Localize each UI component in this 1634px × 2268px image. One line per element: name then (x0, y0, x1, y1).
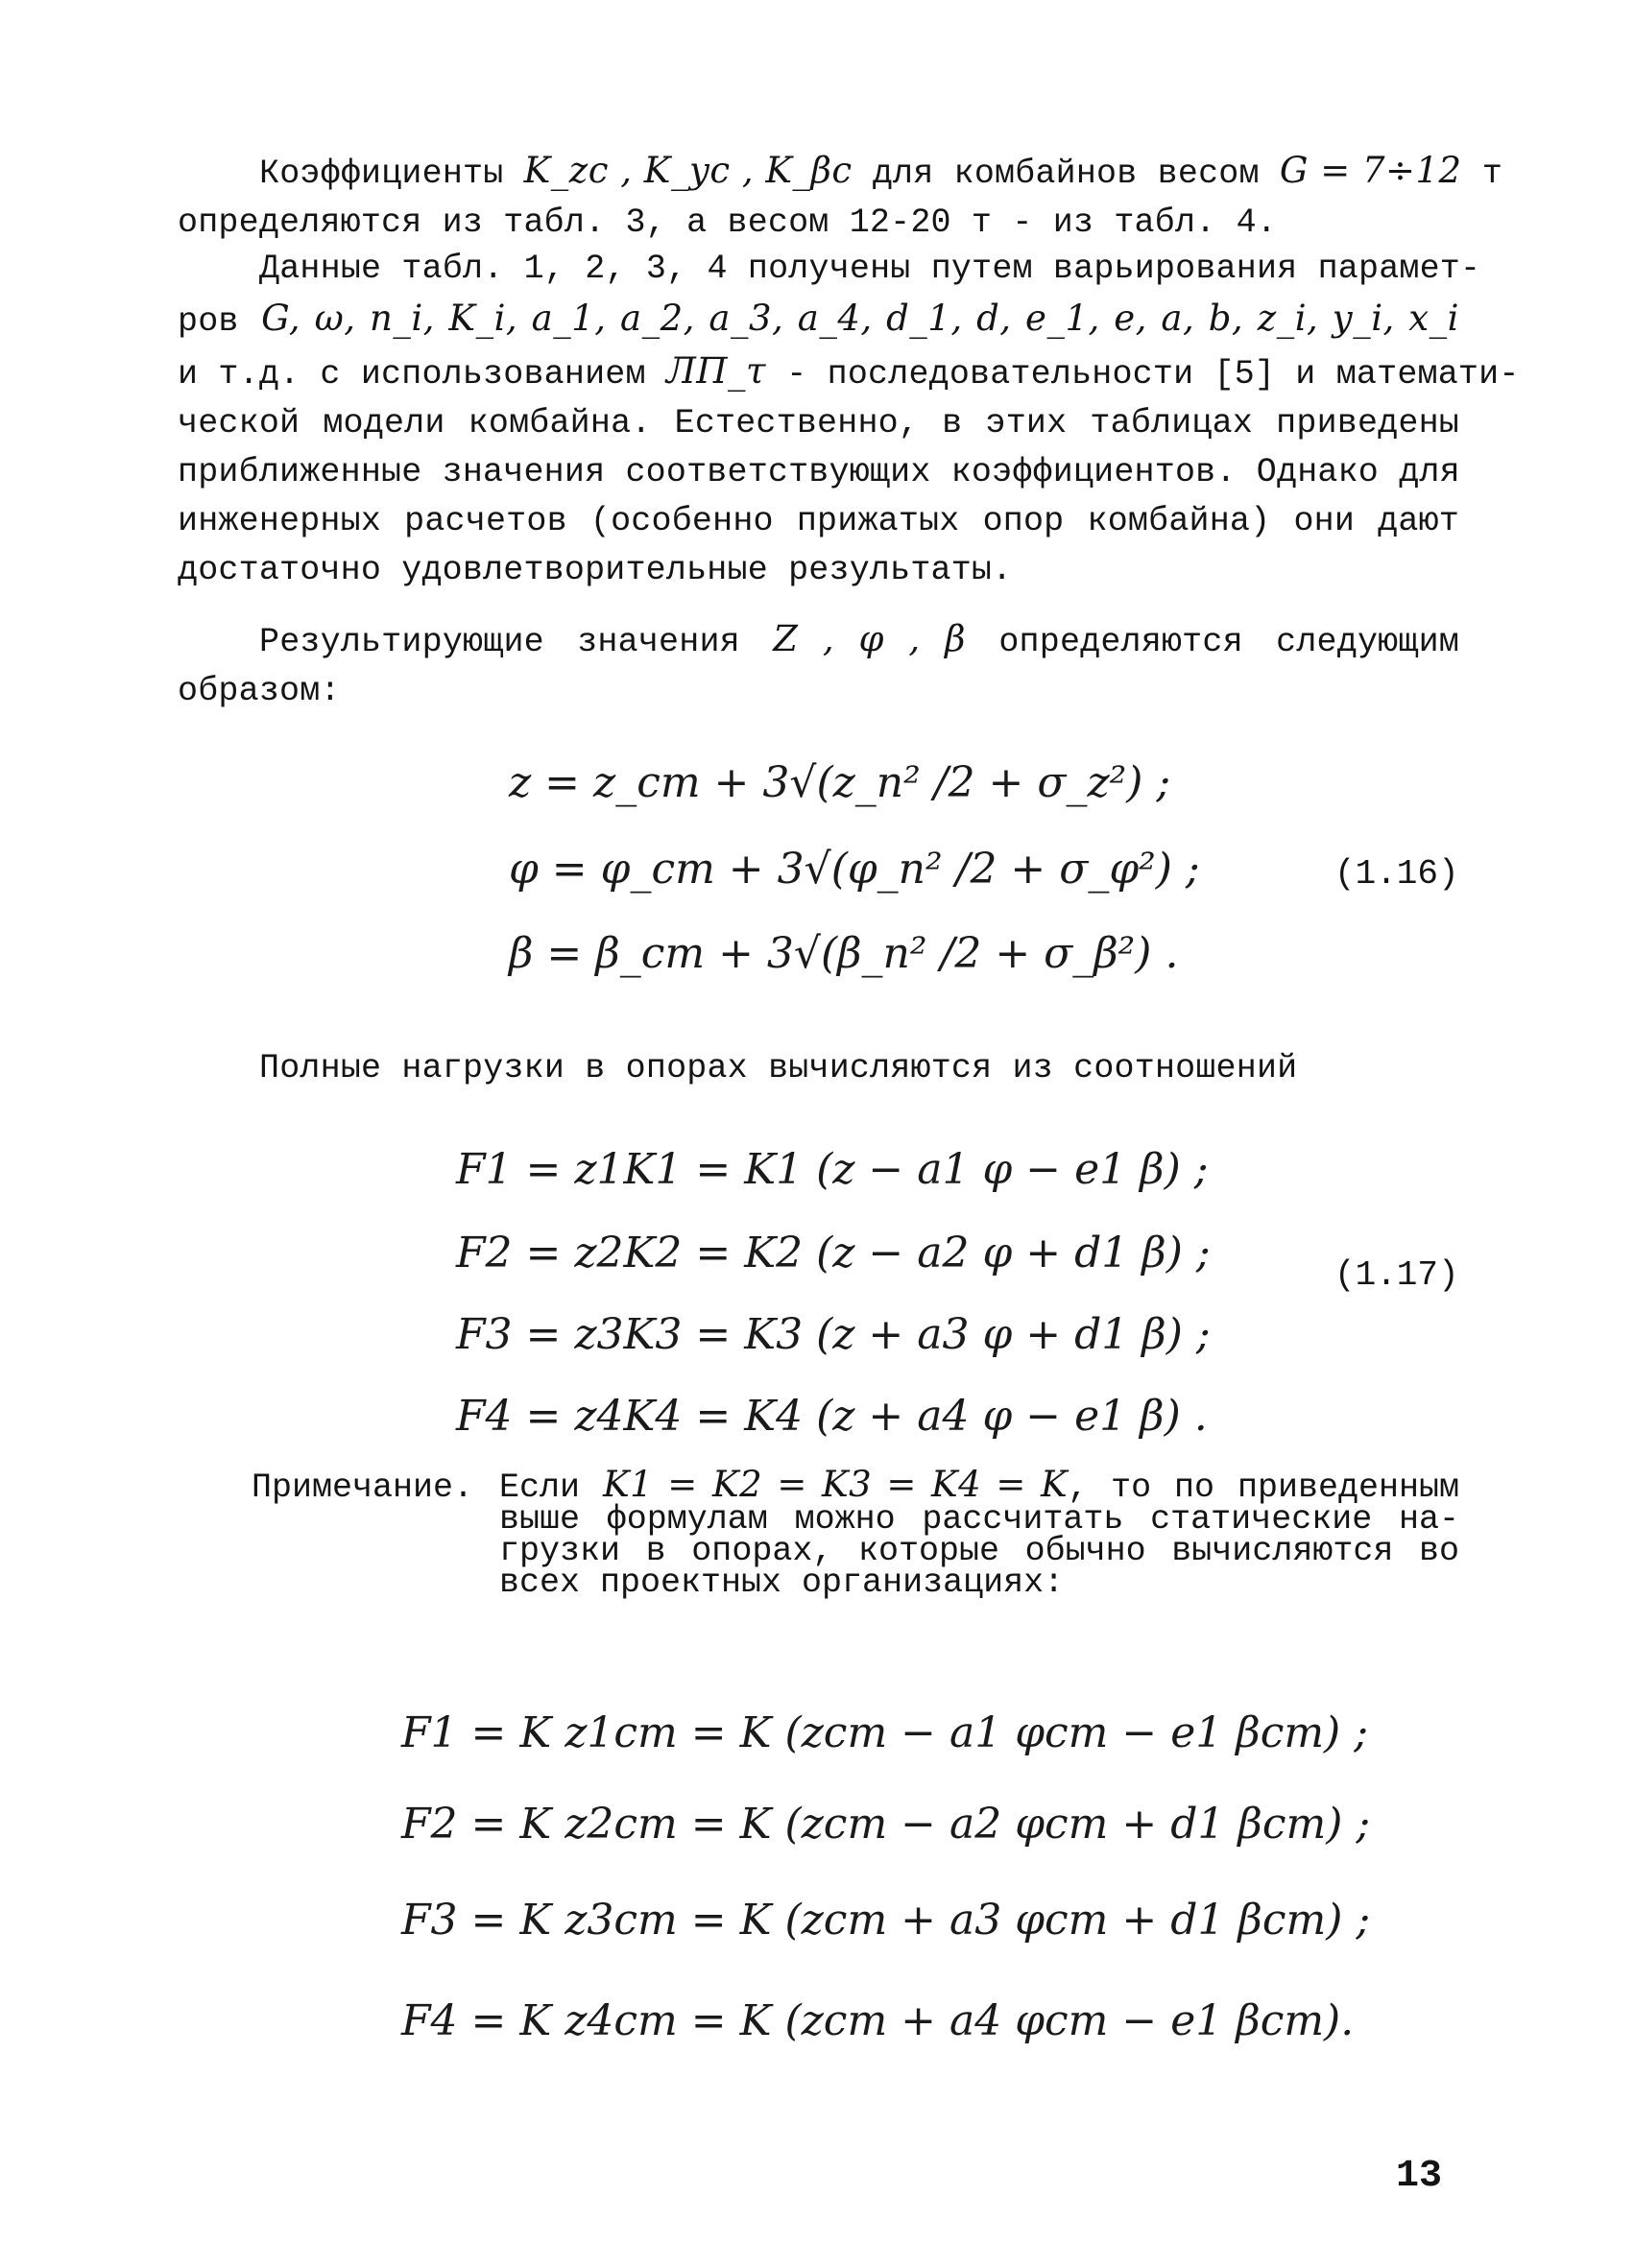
formula-z: z = z_ст + 3√(z_п² /2 + σ_z²) ; (509, 758, 1171, 807)
paragraph-coefficients (178, 146, 1503, 248)
formula-f4: F4 = z4K4 = K4 (z + a4 φ − e1 β) . (456, 1392, 1208, 1441)
equation-number: (1.17) (1334, 1255, 1459, 1295)
inline-math: G = 7÷12 (1279, 150, 1462, 191)
note-body (499, 1464, 1459, 1602)
inline-math: G, ω, n_i, K_i, a_1, a_2, a_3, a_4, d_1, d, e_1, e, a, b, z_i, y_i, x_i (261, 298, 1459, 339)
paragraph-line: Результирующие значения Z , φ , β определяются следующим (259, 618, 1459, 661)
paragraph-line: инженерных расчетов (особенно прижатых опор комбайна) они дают (178, 502, 1459, 540)
paragraph-line: Полные нагрузки в опорах вычисляются из соотношений (259, 1049, 1298, 1087)
formula-f3: F3 = z3K3 = K3 (z + a3 φ + d1 β) ; (456, 1310, 1211, 1359)
formula-f4-static: F4 = K z4ст = K (zст + a4 φст − e1 βст). (401, 1996, 1355, 2045)
formula-f1-static: F1 = K z1ст = K (zст − a1 φст − e1 βст) ; (401, 1708, 1369, 1757)
note-line: всех проектных организациях: (499, 1564, 1065, 1602)
paragraph-full-loads (178, 1044, 1459, 1093)
inline-math: K_zc , K_yc , K_βc (523, 150, 853, 191)
formula-beta: β = β_ст + 3√(β_п² /2 + σ_β²) . (509, 929, 1179, 978)
note-line: Если K1 = K2 = K3 = K4 = K, то по приведенным (499, 1464, 1459, 1507)
formula-f1: F1 = z1K1 = K1 (z − a1 φ − e1 β) ; (456, 1145, 1209, 1194)
paragraph-line: Данные табл. 1, 2, 3, 4 получены путем варьирования парамет- (259, 250, 1481, 288)
paragraph-line: определяются из табл. 3, а весом 12-20 т - из табл. 4. (178, 203, 1277, 242)
inline-math: Z , φ , β (773, 618, 966, 659)
paragraph-line: приближенные значения соответствующих коэффициентов. Однако для (178, 453, 1460, 491)
equation-number: (1.16) (1334, 854, 1459, 894)
paragraph-resulting-values (178, 614, 1459, 716)
paragraph-line: и т.д. с использованием ЛП_τ - последовательности [5] и математи- (178, 350, 1520, 394)
note-label: Примечание. (252, 1468, 474, 1507)
paragraph-line: ров G, ω, n_i, K_i, a_1, a_2, a_3, a_4, d_1, d, e_1, e, a, b, z_i, y_i, x_i (178, 298, 1459, 341)
formula-f3-static: F3 = K z3ст = K (zст + a3 φст + d1 βст) ; (401, 1896, 1371, 1945)
paragraph-line: ческой модели комбайна. Естественно, в этих таблицах приведены (178, 404, 1459, 442)
paragraph-line: образом: (178, 672, 341, 710)
paragraph-tables-data (178, 245, 1520, 595)
paragraph-line: достаточно удовлетворительные результаты. (178, 551, 1013, 589)
note-line: грузки в опорах, которые обычно вычисляются во (499, 1532, 1459, 1570)
note-line: выше формулам можно рассчитать статические на- (499, 1500, 1459, 1539)
inline-math: K1 = K2 = K3 = K4 = K (602, 1464, 1069, 1505)
formula-phi: φ = φ_ст + 3√(φ_п² /2 + σ_φ²) ; (509, 845, 1200, 894)
formula-f2-static: F2 = K z2ст = K (zст − a2 φст + d1 βст) ; (401, 1800, 1371, 1849)
formula-f2: F2 = z2K2 = K2 (z − a2 φ + d1 β) ; (456, 1229, 1211, 1277)
page-number: 13 (1395, 2155, 1442, 2198)
paragraph-line: Коэффициенты K_zc , K_yc , K_βc для комбайнов весом G = 7÷12 т (259, 150, 1503, 193)
inline-math: ЛП_τ (665, 350, 767, 392)
